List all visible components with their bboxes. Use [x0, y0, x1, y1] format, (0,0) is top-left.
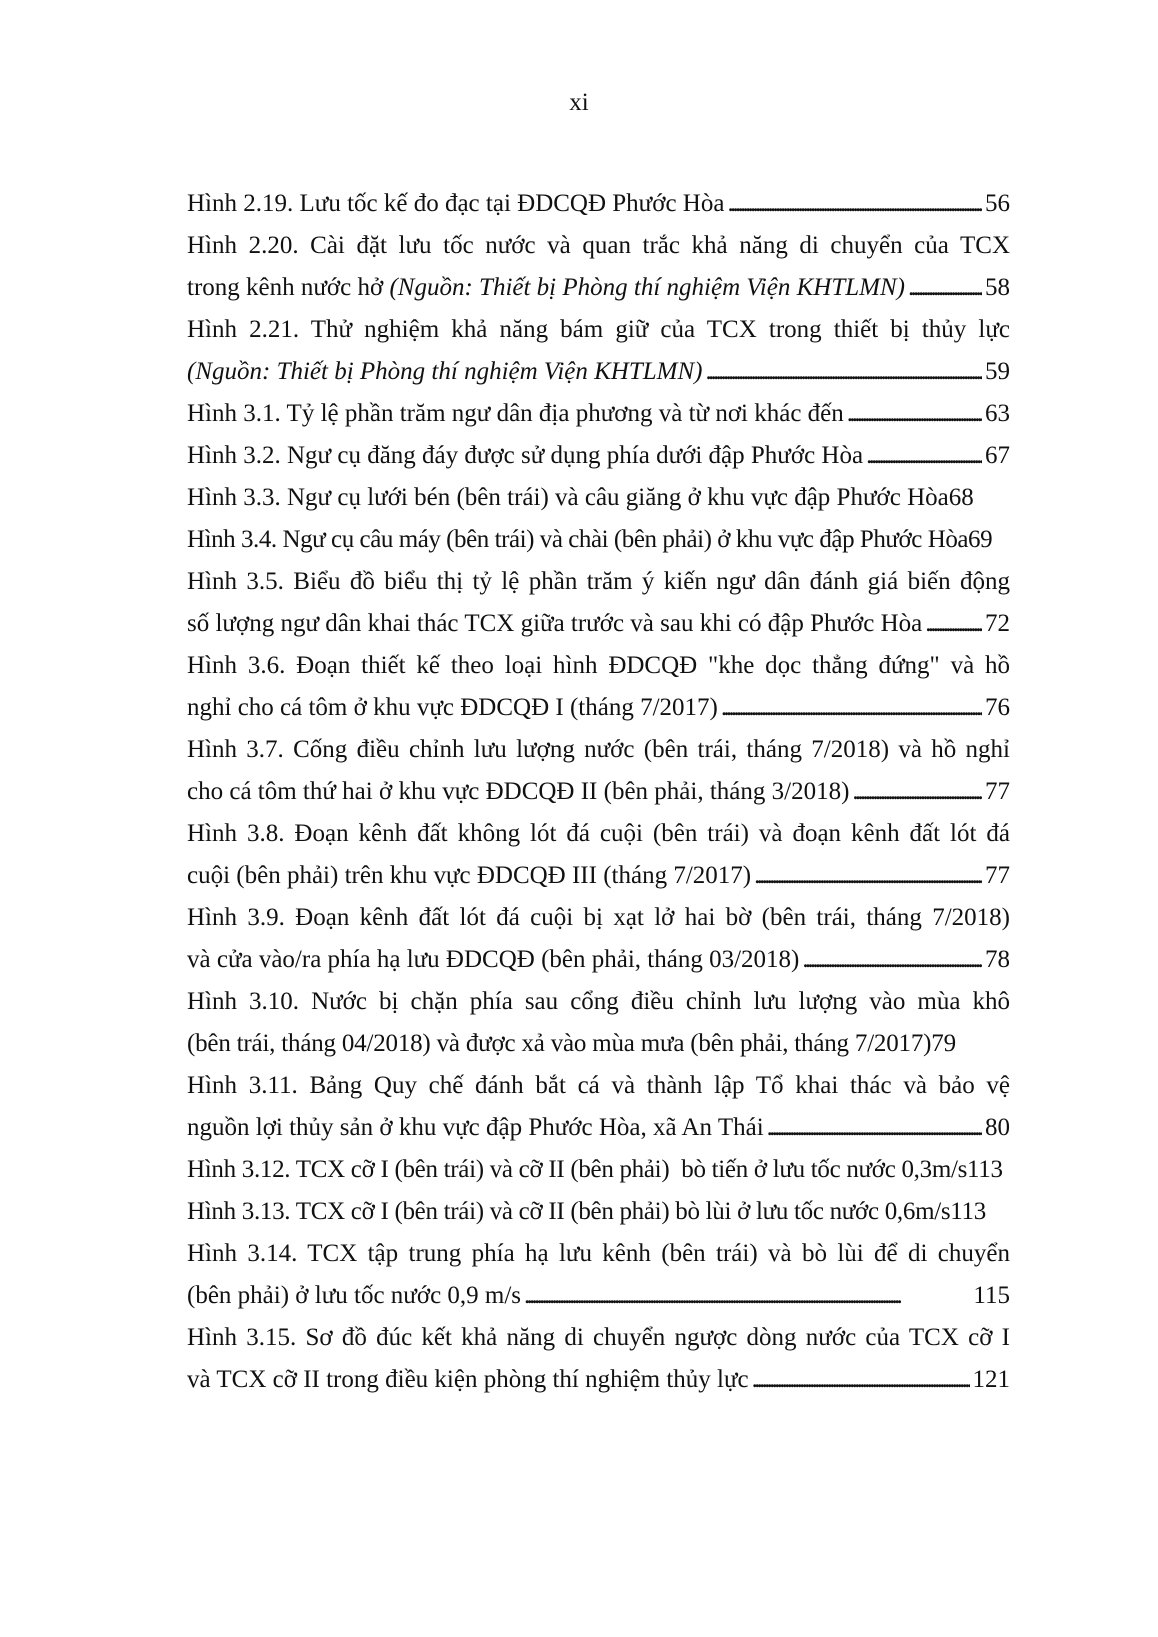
entry-title: Hình 3.13. TCX cỡ I (bên trái) và cỡ II (bên phải) bò lùi ở lưu tốc nước 0,6m/s113: [187, 1198, 986, 1225]
entry-page: 78: [985, 946, 1010, 973]
entry-title: Hình 3.7. Cống điều chỉnh lưu lượng nước (bên trái, tháng 7/2018) và hồ nghỉ: [187, 736, 1010, 763]
entry-page: 115: [973, 1282, 1010, 1309]
toc-entry[interactable]: [187, 183, 1010, 225]
dot-leader: [847, 393, 982, 435]
dot-leader: [908, 267, 982, 309]
toc-entry[interactable]: [187, 393, 1010, 435]
entry-page: 80: [985, 1114, 1010, 1141]
dot-leader: [767, 1107, 982, 1149]
entry-title: Hình 3.4. Ngư cụ câu máy (bên trái) và chài (bên phải) ở khu vực đập Phước Hòa69: [187, 526, 993, 553]
entry-title: Hình 2.19. Lưu tốc kế đo đạc tại ĐDCQĐ Phước Hòa: [187, 190, 725, 217]
toc-entry[interactable]: [187, 519, 1010, 561]
entry-title-cont: cho cá tôm thứ hai ở khu vực ĐDCQĐ II (bên phải, tháng 3/2018): [187, 778, 850, 805]
toc-entry[interactable]: [187, 1191, 1010, 1233]
entry-title-cont: và TCX cỡ II trong điều kiện phòng thí nghiệm thủy lực: [187, 1366, 749, 1393]
entry-source: (Nguồn: Thiết bị Phòng thí nghiệm Viện KHTLMN): [187, 358, 703, 385]
toc-entry[interactable]: [187, 1317, 1010, 1401]
toc-entry[interactable]: [187, 435, 1010, 477]
entry-title: Hình 3.15. Sơ đồ đúc kết khả năng di chuyển ngược dòng nước của TCX cỡ I: [187, 1324, 1010, 1351]
dot-leader: [706, 351, 983, 393]
dot-leader: [721, 687, 982, 729]
toc-entry[interactable]: [187, 813, 1010, 897]
entry-title: Hình 3.6. Đoạn thiết kế theo loại hình ĐDCQĐ "khe dọc thẳng đứng" và hồ: [187, 652, 1010, 679]
dot-leader: [852, 771, 982, 813]
toc-entry[interactable]: [187, 645, 1010, 729]
entry-page: 77: [985, 778, 1010, 805]
dot-leader: [754, 855, 982, 897]
entry-page: 67: [985, 442, 1010, 469]
entry-title-cont: số lượng ngư dân khai thác TCX giữa trước và sau khi có đập Phước Hòa: [187, 610, 923, 637]
dot-leader: [925, 603, 982, 645]
toc-entry[interactable]: [187, 1149, 1010, 1191]
dot-leader: [727, 183, 982, 225]
entry-page: 72: [985, 610, 1010, 637]
toc-entry[interactable]: [187, 309, 1010, 393]
entry-title: Hình 3.3. Ngư cụ lưới bén (bên trái) và câu giăng ở khu vực đập Phước Hòa68: [187, 484, 974, 511]
entry-title-cont: (bên trái, tháng 04/2018) và được xả vào mùa mưa (bên phải, tháng 7/2017)79: [187, 1030, 956, 1057]
dot-leader: [752, 1359, 970, 1401]
entry-page: 59: [985, 358, 1010, 385]
entry-page: 77: [985, 862, 1010, 889]
page-number: xi: [569, 89, 589, 116]
toc-entry[interactable]: [187, 1065, 1010, 1149]
entry-page: 63: [985, 400, 1010, 427]
entry-page: 58: [985, 274, 1010, 301]
entry-source: (Nguồn: Thiết bị Phòng thí nghiệm Viện KHTLMN): [389, 274, 905, 301]
entry-title: Hình 3.14. TCX tập trung phía hạ lưu kênh (bên trái) và bò lùi để di chuyển: [187, 1240, 1010, 1267]
entry-title-cont: nghỉ cho cá tôm ở khu vực ĐDCQĐ I (tháng 7/2017): [187, 694, 718, 721]
entry-title: Hình 3.9. Đoạn kênh đất lót đá cuội bị xạt lở hai bờ (bên trái, tháng 7/2018): [187, 904, 1010, 931]
entry-title: Hình 3.8. Đoạn kênh đất không lót đá cuội (bên trái) và đoạn kênh đất lót đá: [187, 820, 1010, 847]
entry-title: Hình 3.12. TCX cỡ I (bên trái) và cỡ II (bên phải) bò tiến ở lưu tốc nước 0,3m/s113: [187, 1156, 1003, 1183]
toc-entry[interactable]: [187, 225, 1010, 309]
entry-title-cont: trong kênh nước hở: [187, 274, 384, 301]
dot-leader: [866, 435, 982, 477]
toc-entry[interactable]: [187, 561, 1010, 645]
entry-page: 76: [985, 694, 1010, 721]
entry-title: Hình 3.2. Ngư cụ đăng đáy được sử dụng phía dưới đập Phước Hòa: [187, 442, 864, 469]
entry-title-cont: (bên phải) ở lưu tốc nước 0,9 m/s: [187, 1282, 522, 1309]
dot-leader: [524, 1275, 970, 1317]
entry-title-cont: cuội (bên phải) trên khu vực ĐDCQĐ III (tháng 7/2017): [187, 862, 752, 889]
entry-title: Hình 3.5. Biểu đồ biểu thị tỷ lệ phần trăm ý kiến ngư dân đánh giá biến động: [187, 568, 1010, 595]
entry-title: Hình 2.21. Thử nghiệm khả năng bám giữ của TCX trong thiết bị thủy lực: [187, 316, 1010, 343]
entry-title: Hình 3.1. Tỷ lệ phần trăm ngư dân địa phương và từ nơi khác đến: [187, 400, 844, 427]
dot-leader: [802, 939, 982, 981]
entry-title: Hình 3.10. Nước bị chặn phía sau cổng điều chỉnh lưu lượng vào mùa khô: [187, 988, 1010, 1015]
entry-page: 121: [972, 1366, 1010, 1393]
entry-title-cont: và cửa vào/ra phía hạ lưu ĐDCQĐ (bên phải, tháng 03/2018): [187, 946, 800, 973]
toc-entry[interactable]: [187, 477, 1010, 519]
entry-title: Hình 3.11. Bảng Quy chế đánh bắt cá và thành lập Tổ khai thác và bảo vệ: [187, 1072, 1010, 1099]
toc-entry[interactable]: [187, 729, 1010, 813]
entry-title: Hình 2.20. Cài đặt lưu tốc nước và quan trắc khả năng di chuyển của TCX: [187, 232, 1010, 259]
list-of-figures: [187, 183, 1010, 1401]
entry-page: 56: [985, 190, 1010, 217]
entry-title-cont: nguồn lợi thủy sản ở khu vực đập Phước Hòa, xã An Thái: [187, 1114, 764, 1141]
toc-entry[interactable]: [187, 897, 1010, 981]
toc-entry[interactable]: [187, 981, 1010, 1065]
toc-entry[interactable]: [187, 1233, 1010, 1317]
